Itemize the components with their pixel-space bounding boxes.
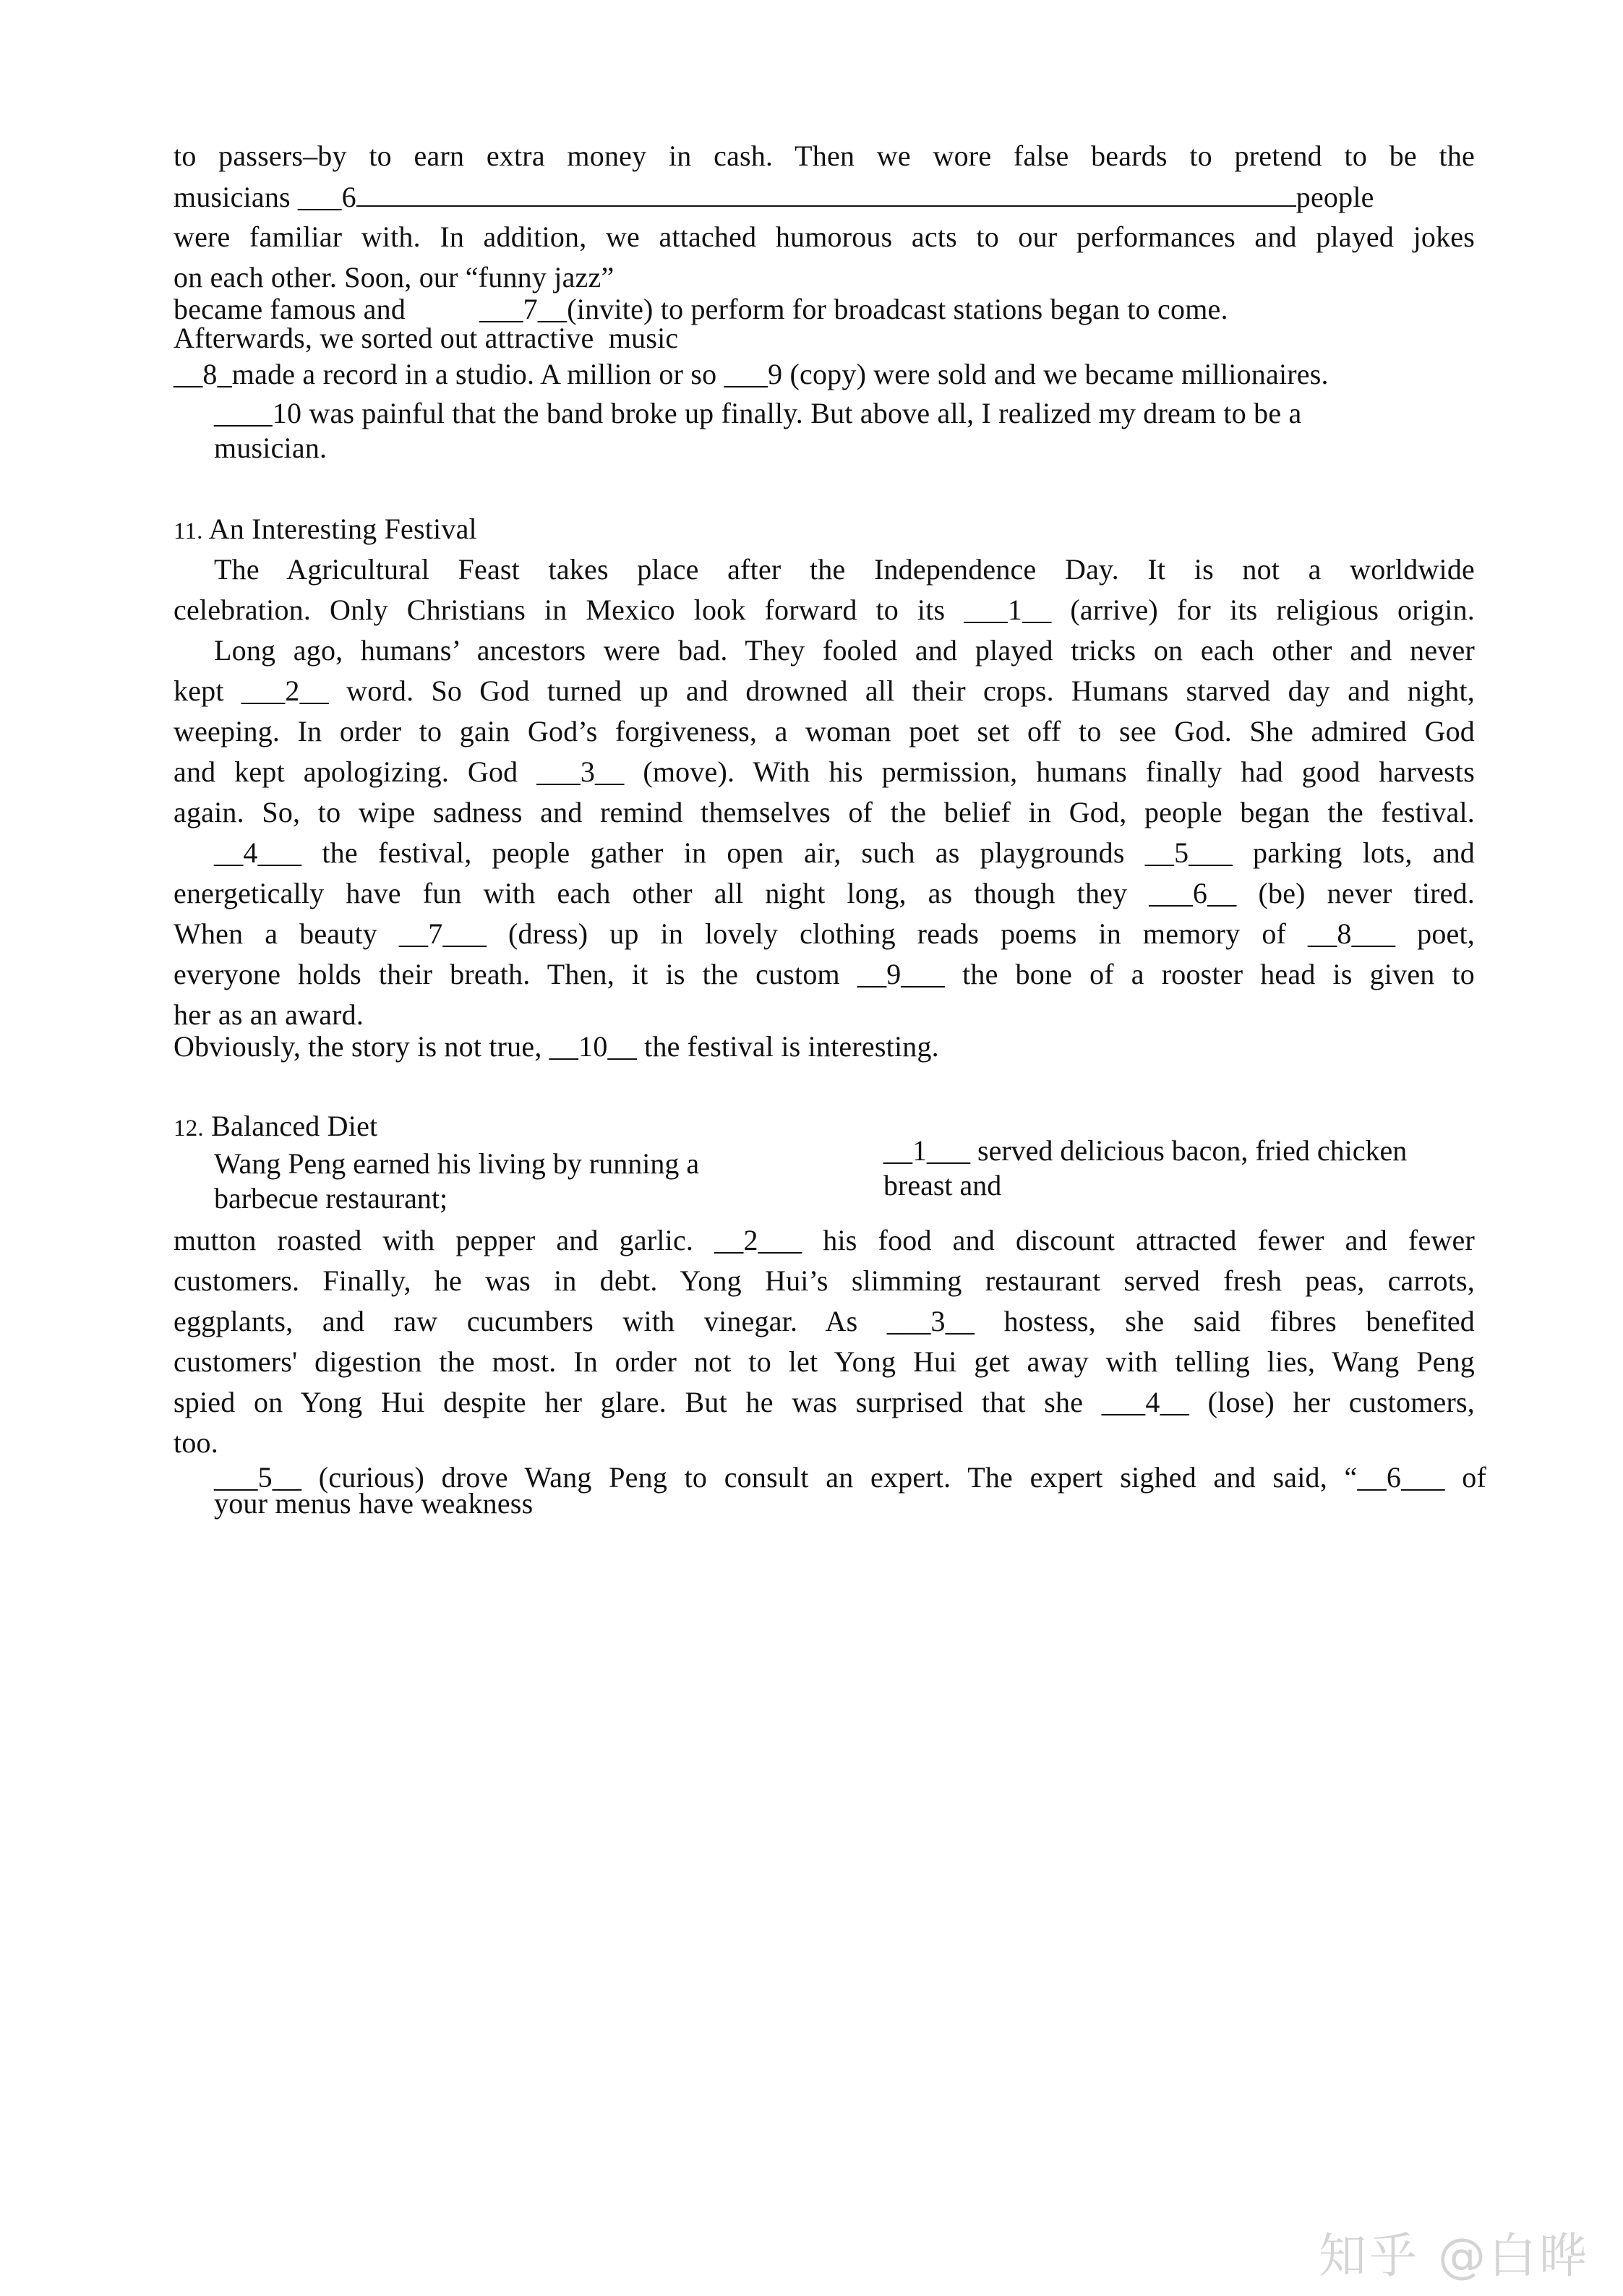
s12-right-line-2: breast and	[883, 1169, 1002, 1201]
s12-line-2: customers. Finally, he was in debt. Yong Hui’s slimming restaurant served fresh peas, carrots,	[174, 1264, 1475, 1297]
s11-line-1: The Agricultural Feast takes place after the Independence Day. It is not a worldwide	[214, 553, 1475, 586]
s12-number: 12.	[174, 1115, 204, 1141]
s10-line-1: to passers–by to earn extra money in cash. Then we wore false beards to pretend to be the	[174, 140, 1475, 172]
s11-line-5: weeping. In order to gain God’s forgiveness, a woman poet set off to see God. She admired God	[174, 715, 1475, 748]
s12-line-1: mutton roasted with pepper and garlic. __2___ his food and discount attracted fewer and fewer	[174, 1224, 1475, 1256]
s10-line-2-end: people	[1296, 181, 1374, 213]
s10-line-5: became famous and ___7__(invite) to perform for broadcast stations began to come.	[174, 293, 1228, 325]
s12-last-line-2: your menus have weakness	[214, 1487, 534, 1520]
s11-line-6: and kept apologizing. God ___3__ (move). With his permission, humans finally had good harvests	[174, 755, 1475, 788]
s11-line-12: her as an award.	[174, 998, 364, 1031]
s10-line-4: on each other. Soon, our “funny jazz”	[174, 261, 614, 294]
s11-line-10: When a beauty __7___ (dress) up in lovely clothing reads poems in memory of __8___ poet,	[174, 917, 1475, 950]
s12-line-3: eggplants, and raw cucumbers with vinegar. As ___3__ hostess, she said fibres benefited	[174, 1305, 1475, 1337]
s10-line-3: were familiar with. In addition, we attached humorous acts to our performances and played jokes	[174, 220, 1475, 253]
s11-line-3: Long ago, humans’ ancestors were bad. They fooled and played tricks on each other and never	[214, 634, 1475, 667]
s12-left-column	[214, 1147, 778, 1216]
s11-number: 11.	[174, 518, 203, 544]
s12-last-line-1: ___5__ (curious) drove Wang Peng to consult an expert. The expert sighed and said, “__6___ of	[214, 1461, 1486, 1494]
blank-6-underline	[356, 176, 1296, 207]
s12-line-5: spied on Yong Hui despite her glare. But he was surprised that she ___4__ (lose) her customers,	[174, 1386, 1475, 1418]
s11-title: An Interesting Festival	[208, 513, 477, 545]
s12-right-line-1: __1___ served delicious bacon, fried chicken	[883, 1134, 1408, 1167]
s10-line-6: Afterwards, we sorted out attractive music	[174, 322, 679, 354]
s11-line-7: again. So, to wipe sadness and remind themselves of the belief in God, people began the festival.	[174, 796, 1475, 828]
s12-left-line-1: Wang Peng earned his living by running a	[214, 1147, 700, 1180]
s12-right-column	[883, 1134, 1475, 1203]
s11-line-13: Obviously, the story is not true, __10__ the festival is interesting.	[174, 1030, 939, 1063]
s11-heading	[174, 509, 1475, 552]
s10-line-2-start: musicians ___6	[174, 181, 356, 213]
s10-line-8: ____10 was painful that the band broke up finally. But above all, I realized my dream to be a	[214, 397, 1302, 429]
s11-line-4: kept ___2__ word. So God turned up and drowned all their crops. Humans starved day and night,	[174, 674, 1475, 707]
s11-line-9: energetically have fun with each other all night long, as though they ___6__ (be) never tired.	[174, 877, 1475, 909]
s11-line-2: celebration. Only Christians in Mexico look forward to its ___1__ (arrive) for its religious origin.	[174, 594, 1475, 626]
s11-line-11: everyone holds their breath. Then, it is the custom __9___ the bone of a rooster head is given to	[174, 958, 1475, 990]
s10-line-2	[174, 176, 1475, 218]
zhihu-watermark: 知乎 @白晔	[1319, 2228, 1590, 2284]
s12-line-4: customers' digestion the most. In order not to let Yong Hui get away with telling lies, Wang Peng	[174, 1345, 1475, 1378]
s12-title: Balanced Diet	[211, 1110, 378, 1142]
s12-line-6: too.	[174, 1426, 218, 1459]
s10-line-9: musician.	[214, 432, 327, 464]
s11-line-8: __4___ the festival, people gather in open air, such as playgrounds __5___ parking lots, and	[214, 836, 1475, 869]
s12-left-line-2: barbecue restaurant;	[214, 1182, 448, 1215]
s10-line-7: __8_made a record in a studio. A million or so ___9 (copy) were sold and we became millionaires.	[174, 358, 1329, 390]
